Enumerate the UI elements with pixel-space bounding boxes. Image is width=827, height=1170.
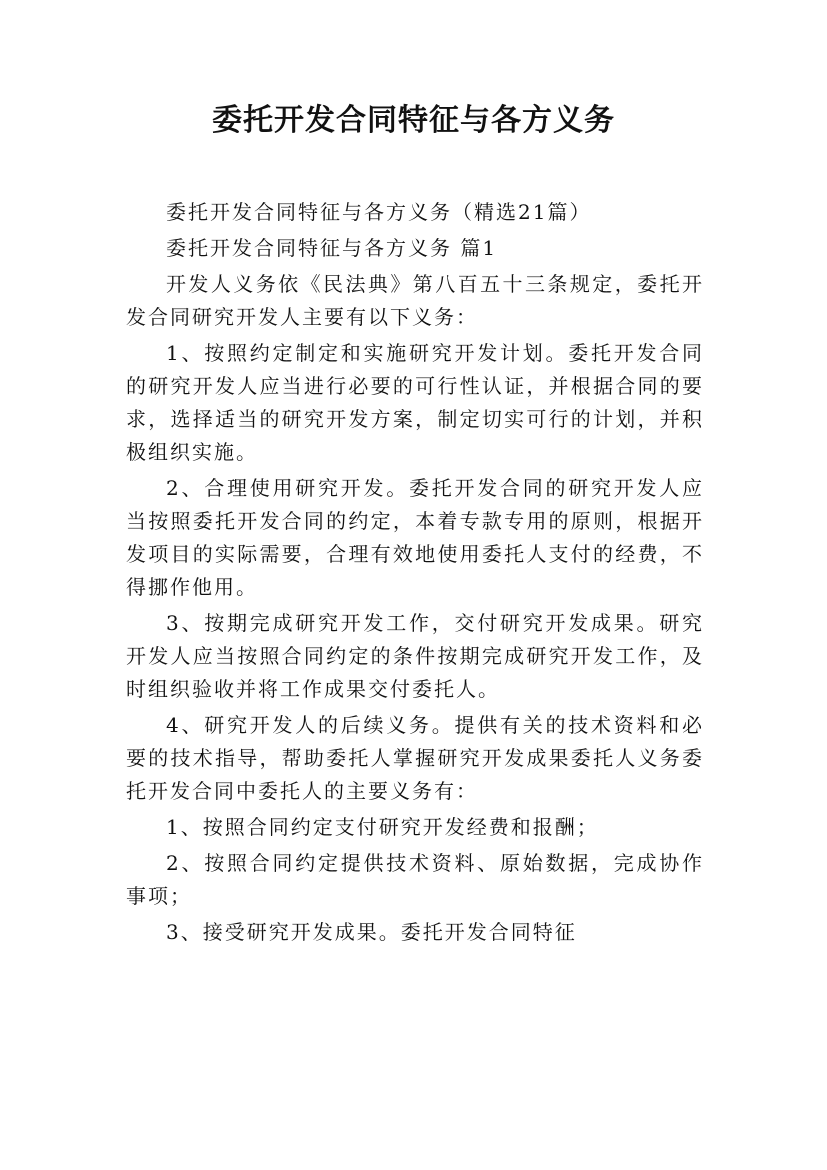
developer-duty-2-paragraph: 2、合理使用研究开发。委托开发合同的研究开发人应当按照委托开发合同的约定，本着专款专用的原则，根据开发项目的实际需要，合理有效地使用委托人支付的经费，不得挪作他用。: [126, 476, 704, 599]
subtitle-paragraph: 委托开发合同特征与各方义务（精选21篇）: [166, 200, 592, 224]
developer-duty-3-paragraph: 3、按期完成研究开发工作，交付研究开发成果。研究开发人应当按照合同约定的条件按期完成研究开发工作，及时组织验收并将工作成果交付委托人。: [126, 611, 704, 701]
client-duty-1-paragraph: 1、按照合同约定支付研究开发经费和报酬；: [166, 815, 599, 839]
client-duty-2-paragraph: 2、按照合同约定提供技术资料、原始数据，完成协作事项；: [126, 851, 704, 908]
document-body: [126, 196, 704, 949]
developer-duty-4-paragraph: 4、研究开发人的后续义务。提供有关的技术资料和必要的技术指导，帮助委托人掌握研究开发成果委托人义务委托开发合同中委托人的主要义务有：: [126, 713, 704, 803]
intro-paragraph: 开发人义务依《民法典》第八百五十三条规定，委托开发合同研究开发人主要有以下义务：: [126, 272, 704, 329]
developer-duty-1-paragraph: 1、按照约定制定和实施研究开发计划。委托开发合同的研究开发人应当进行必要的可行性认证，并根据合同的要求，选择适当的研究开发方案，制定切实可行的计划，并积极组织实施。: [126, 341, 704, 464]
document-title: 委托开发合同特征与各方义务: [212, 103, 615, 138]
client-duty-3-paragraph: 3、接受研究开发成果。委托开发合同特征: [166, 920, 577, 944]
section-heading-paragraph: 委托开发合同特征与各方义务 篇1: [166, 236, 498, 260]
